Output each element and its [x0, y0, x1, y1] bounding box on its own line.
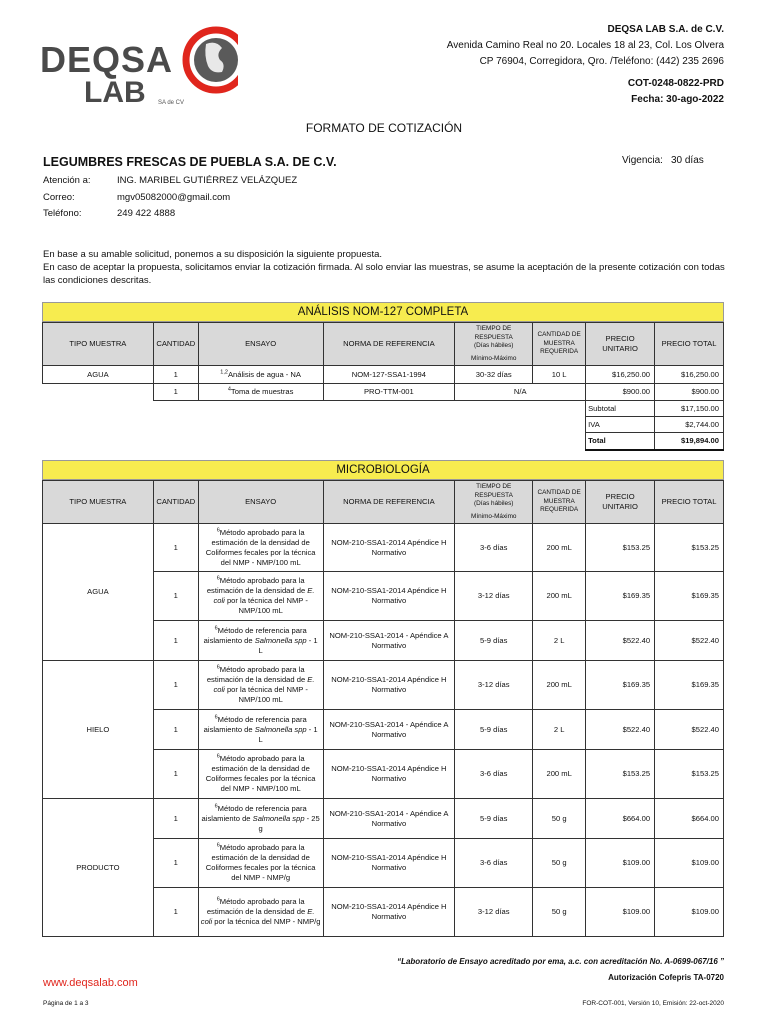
- cell-ensayo: [198, 710, 323, 750]
- company-name: DEQSA LAB S.A. de C.V.: [607, 24, 724, 35]
- cell-tipo: AGUA: [43, 366, 154, 384]
- page-number: Página de 1 a 3: [43, 1000, 89, 1007]
- cell-norma: NOM-210-SSA1-2014 Apéndice H Normativo: [323, 661, 455, 710]
- logo-text-lab: LAB: [84, 76, 146, 109]
- cell-precio-total: $16,250.00: [655, 366, 724, 384]
- cell-tiempo: 30-32 días: [455, 366, 533, 384]
- cell-precio-total: $169.35: [655, 661, 724, 710]
- cell-cantidad: 1: [153, 366, 198, 384]
- cell-precio-unitario: $169.35: [586, 572, 655, 621]
- accreditation-note: “Laboratorio de Ensayo acreditado por ema, a.c. con acreditación No. A-0699-067/16 ”: [397, 957, 724, 966]
- footnote-ref: 6: [214, 713, 218, 720]
- cell-ensayo-text: Método aprobado para la estimación de la densidad de Coliformes fecales por la técnica del NMP - NMP/100 mL: [205, 754, 316, 793]
- cell-ensayo: [198, 384, 323, 401]
- cell-muestra: 2 L: [533, 710, 586, 750]
- header-tipo: TIPO MUESTRA: [43, 481, 154, 524]
- header-precio-total: PRECIO TOTAL: [655, 323, 724, 366]
- cell-muestra: 200 mL: [533, 572, 586, 621]
- microbiologia-body: [43, 524, 724, 937]
- header-precio-total: PRECIO TOTAL: [655, 481, 724, 524]
- header-ensayo: ENSAYO: [198, 323, 323, 366]
- footnote-ref: 6: [216, 664, 220, 671]
- cell-cantidad: 1: [153, 661, 198, 710]
- cell-muestra: 200 mL: [533, 661, 586, 710]
- header-tiempo: [455, 481, 533, 524]
- phone-label: Teléfono:: [43, 208, 82, 219]
- cell-ensayo: [198, 839, 323, 888]
- cell-ensayo-text: Método aprobado para la estimación de la densidad de Coliformes fecales por la técnica del NMP - NMP/100 mL: [205, 527, 316, 567]
- header-norma: NORMA DE REFERENCIA: [323, 323, 455, 366]
- total-row: [43, 433, 724, 450]
- cell-precio-unitario: $153.25: [586, 750, 655, 799]
- header-cantidad: CANTIDAD: [153, 323, 198, 366]
- header-muestra-3: REQUERIDA: [540, 506, 579, 514]
- cell-cantidad: 1: [153, 888, 198, 937]
- footnote-ref: 6: [216, 753, 220, 760]
- cell-ensayo-text: Método aprobado para la estimación de la densidad de: [206, 576, 308, 595]
- header-tiempo-2: (Días hábiles): [474, 500, 514, 507]
- cell-precio-unitario: $109.00: [586, 888, 655, 937]
- phone-row: [43, 208, 175, 219]
- cell-norma: NOM-210-SSA1-2014 - Apéndice A Normativo: [323, 710, 455, 750]
- cell-ensayo-text: Análisis de agua - NA: [227, 369, 301, 379]
- cell-muestra: 2 L: [533, 621, 586, 661]
- subtotal-row: [43, 401, 724, 417]
- cell-ensayo-text-end: por la técnica del NMP - NMP/g: [212, 917, 321, 926]
- cell-ensayo-organism: Salmonella spp: [252, 813, 305, 823]
- cell-tiempo: 3-6 días: [455, 750, 533, 799]
- cell-norma: NOM-210-SSA1-2014 Apéndice H Normativo: [323, 750, 455, 799]
- table-row: [43, 366, 724, 384]
- cell-tipo: PRODUCTO: [43, 799, 154, 937]
- footnote-ref: 4: [227, 386, 231, 393]
- validity: [622, 155, 712, 166]
- cell-tipo-empty: [43, 384, 154, 401]
- cell-ensayo-text: Método aprobado para la estimación de la densidad de: [206, 897, 308, 916]
- email-label: Correo:: [43, 192, 75, 203]
- cell-precio-total: $522.40: [655, 710, 724, 750]
- company-address-2: CP 76904, Corregidora, Qro. /Teléfono: (442) 235 2696: [479, 56, 724, 67]
- cell-muestra: 200 mL: [533, 524, 586, 572]
- validity-value: 30 días: [670, 155, 704, 166]
- cell-norma: NOM-210-SSA1-2014 Apéndice H Normativo: [323, 524, 455, 572]
- cell-ensayo-organism: E. coli: [200, 907, 315, 926]
- cell-norma: NOM-210-SSA1-2014 Apéndice H Normativo: [323, 572, 455, 621]
- cell-ensayo: [198, 799, 323, 839]
- table-row: [43, 524, 724, 572]
- section-microbiologia-title: MICROBIOLOGÍA: [42, 460, 724, 480]
- table-row: [43, 661, 724, 710]
- attention-value: ING. MARIBEL GUTIÉRREZ VELÁZQUEZ: [117, 175, 298, 186]
- total-label: Total: [586, 433, 655, 450]
- cell-ensayo-text-end: - 1 L: [258, 724, 318, 744]
- header-tiempo-3: Mínimo-Máximo: [471, 512, 517, 520]
- header-muestra: [533, 481, 586, 524]
- header-precio-unitario: PRECIO UNITARIO: [586, 323, 655, 366]
- cell-muestra: 200 mL: [533, 750, 586, 799]
- spacer-cell: [43, 401, 586, 417]
- cell-tiempo: 3-12 días: [455, 661, 533, 710]
- cell-tiempo: 5-9 días: [455, 799, 533, 839]
- cell-ensayo: [198, 661, 323, 710]
- spacer-cell: [43, 433, 586, 450]
- cell-tipo: HIELO: [43, 661, 154, 799]
- cell-cantidad: 1: [153, 799, 198, 839]
- intro-text: [43, 248, 733, 287]
- total-value: $19,894.00: [655, 433, 724, 450]
- cell-tiempo: 3-12 días: [455, 572, 533, 621]
- cell-ensayo: [198, 572, 323, 621]
- header-tiempo-3: Mínimo-Máximo: [470, 354, 517, 362]
- header-tiempo: [455, 323, 533, 366]
- header-tiempo-1: TIEMPO DE RESPUESTA: [474, 325, 513, 341]
- cell-cantidad: 1: [153, 710, 198, 750]
- header-muestra-1: CANTIDAD DE: [537, 331, 581, 339]
- header-muestra-1: CANTIDAD DE: [537, 489, 581, 497]
- cell-muestra: 10 L: [533, 366, 586, 384]
- cell-precio-total: $153.25: [655, 750, 724, 799]
- cell-precio-unitario: $522.40: [586, 710, 655, 750]
- cell-ensayo-text-end: por la técnica del NMP - NMP/100 mL: [224, 685, 308, 704]
- cell-ensayo-organism: E. coli: [213, 675, 315, 694]
- cell-ensayo-text: Toma de muestras: [230, 387, 294, 396]
- spacer-cell: [43, 417, 586, 433]
- section-nom127-title: ANÁLISIS NOM-127 COMPLETA: [42, 302, 724, 322]
- cell-tiempo: 5-9 días: [455, 621, 533, 661]
- cell-muestra: 50 g: [533, 888, 586, 937]
- quote-number: COT-0248-0822-PRD: [627, 78, 724, 89]
- cell-cantidad: 1: [153, 384, 198, 401]
- cell-ensayo-text: Método aprobado para la estimación de la densidad de: [206, 665, 308, 684]
- cell-muestra: 50 g: [533, 839, 586, 888]
- iva-value: $2,744.00: [655, 417, 724, 433]
- footnote-ref: 6: [216, 896, 220, 903]
- cell-cantidad: 1: [153, 524, 198, 572]
- client-name: LEGUMBRES FRESCAS DE PUEBLA S.A. DE C.V.: [43, 155, 337, 169]
- microbiologia-table: [42, 480, 724, 937]
- document-title: FORMATO DE COTIZACIÓN: [305, 121, 463, 135]
- header-tiempo-2: (Días hábiles): [473, 342, 514, 349]
- cofepris-note: Autorización Cofepris TA-0720: [608, 973, 724, 982]
- cell-ensayo-text: Método de referencia para aislamiento de: [203, 714, 307, 734]
- email-row: [43, 192, 230, 203]
- cell-ensayo-text: Método de referencia para aislamiento de: [201, 803, 307, 823]
- cell-precio-total: $169.35: [655, 572, 724, 621]
- cell-tiempo: 3-12 días: [455, 888, 533, 937]
- nom127-table: [42, 322, 724, 451]
- logo-text-suffix: SA de CV: [158, 100, 185, 106]
- header-muestra-2: MUESTRA: [543, 339, 575, 347]
- cell-muestra: 50 g: [533, 799, 586, 839]
- cell-precio-unitario: $16,250.00: [586, 366, 655, 384]
- cell-precio-total: $900.00: [655, 384, 724, 401]
- cell-ensayo: [198, 366, 323, 384]
- header-ensayo: ENSAYO: [198, 481, 323, 524]
- cell-precio-unitario: $522.40: [586, 621, 655, 661]
- cell-norma: NOM-210-SSA1-2014 - Apéndice A Normativo: [323, 799, 455, 839]
- footnote-ref: 6: [216, 526, 220, 533]
- header-muestra-3: REQUERIDA: [540, 348, 579, 356]
- cell-ensayo: [198, 750, 323, 799]
- table-header-row: [43, 323, 724, 366]
- cell-ensayo-organism: E. coli: [213, 586, 315, 605]
- attention-label: Atención a:: [43, 175, 91, 186]
- cell-norma: NOM-210-SSA1-2014 Apéndice H Normativo: [323, 839, 455, 888]
- deqsa-lab-logo: [38, 22, 238, 112]
- table-header-row: [43, 481, 724, 524]
- cell-norma: PRO-TTM-001: [323, 384, 455, 401]
- cell-tipo: AGUA: [43, 524, 154, 661]
- cell-cantidad: 1: [153, 839, 198, 888]
- attention-row: [43, 175, 297, 186]
- cell-cantidad: 1: [153, 750, 198, 799]
- header-muestra: [533, 323, 586, 366]
- cell-ensayo-text-end: por la técnica del NMP - NMP/100 mL: [224, 596, 308, 615]
- cell-precio-total: $153.25: [655, 524, 724, 572]
- cell-precio-unitario: $664.00: [586, 799, 655, 839]
- intro-paragraph-2: En caso de aceptar la propuesta, solicitamos enviar la cotización firmada. Al solo enviar las muestras, se asume la aceptación de la presente cotización con todas las condiciones descritas.: [43, 262, 725, 286]
- intro-paragraph-1: En base a su amable solicitud, ponemos a su disposición la siguiente propuesta.: [43, 249, 383, 260]
- iva-label: IVA: [586, 417, 655, 433]
- cell-ensayo-organism: Salmonella spp: [254, 635, 307, 645]
- quote-date: Fecha: 30-ago-2022: [631, 94, 724, 105]
- footnote-ref: 6: [214, 802, 218, 809]
- validity-label: Vigencia:: [622, 155, 663, 166]
- header-cantidad: CANTIDAD: [153, 481, 198, 524]
- footnote-ref: 1,2: [220, 368, 228, 375]
- cell-precio-total: $109.00: [655, 888, 724, 937]
- website-link[interactable]: www.deqsalab.com: [43, 977, 138, 989]
- header-muestra-2: MUESTRA: [543, 497, 575, 505]
- footnote-ref: 6: [214, 624, 218, 631]
- header-tipo: TIPO MUESTRA: [43, 323, 154, 366]
- cell-precio-total: $664.00: [655, 799, 724, 839]
- header-norma: NORMA DE REFERENCIA: [323, 481, 455, 524]
- phone-value: 249 422 4888: [117, 208, 176, 219]
- logo-text-deqsa: DEQSA: [40, 39, 174, 80]
- company-info: [447, 22, 724, 108]
- subtotal-value: $17,150.00: [655, 401, 724, 417]
- footnote-ref: 6: [216, 842, 220, 849]
- cell-ensayo-text: Método aprobado para la estimación de la densidad de Coliformes fecales por la técnica del NMP - NMP/g: [205, 843, 316, 882]
- email-value[interactable]: mgv05082000@gmail.com: [117, 192, 231, 203]
- cell-precio-total: $522.40: [655, 621, 724, 661]
- table-row: [43, 384, 724, 401]
- cell-tiempo: 5-9 días: [455, 710, 533, 750]
- cell-ensayo-text-end: - 25 g: [258, 813, 320, 833]
- cell-ensayo-organism: Salmonella spp: [254, 724, 307, 734]
- cell-precio-unitario: $153.25: [586, 524, 655, 572]
- cell-ensayo: [198, 888, 323, 937]
- header-tiempo-1: TIEMPO DE RESPUESTA: [474, 483, 513, 499]
- cell-ensayo: [198, 621, 323, 661]
- cell-precio-unitario: $169.35: [586, 661, 655, 710]
- iva-row: [43, 417, 724, 433]
- footnote-ref: 6: [216, 575, 220, 582]
- cell-norma: NOM-210-SSA1-2014 - Apéndice A Normativo: [323, 621, 455, 661]
- cell-precio-unitario: $900.00: [586, 384, 655, 401]
- cell-ensayo-text-end: - 1 L: [258, 635, 318, 655]
- form-version: FOR-COT-001, Versión 10, Emisión: 22-oct-2020: [582, 1000, 724, 1007]
- cell-tiempo: 3-6 días: [455, 839, 533, 888]
- subtotal-label: Subtotal: [586, 401, 655, 417]
- table-row: [43, 799, 724, 839]
- cell-tiempo: N/A: [455, 384, 586, 401]
- header-precio-unitario: PRECIO UNITARIO: [586, 481, 655, 524]
- cell-cantidad: 1: [153, 572, 198, 621]
- cell-precio-total: $109.00: [655, 839, 724, 888]
- company-address-1: Avenida Camino Real no 20. Locales 18 al 23, Col. Los Olvera: [446, 40, 724, 51]
- cell-ensayo: [198, 524, 323, 572]
- cell-cantidad: 1: [153, 621, 198, 661]
- cell-precio-unitario: $109.00: [586, 839, 655, 888]
- cell-norma: NOM-210-SSA1-2014 Apéndice H Normativo: [323, 888, 455, 937]
- cell-tiempo: 3-6 días: [455, 524, 533, 572]
- cell-ensayo-text: Método de referencia para aislamiento de: [203, 625, 307, 645]
- cell-norma: NOM-127-SSA1-1994: [323, 366, 455, 384]
